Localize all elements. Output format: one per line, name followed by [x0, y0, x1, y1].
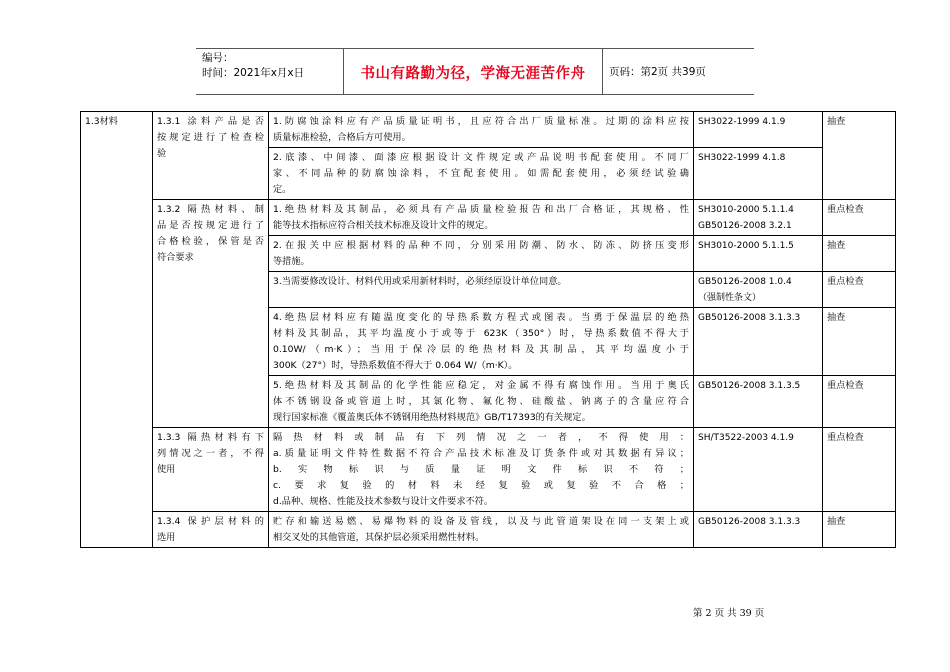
requirement-cell: [269, 376, 694, 428]
method-cell: [823, 200, 896, 236]
text-line: 3.当需要修改设计、材料代用或采用新材料时，必须经原设计单位同意。: [273, 276, 567, 287]
header-divider: [602, 49, 603, 94]
method-cell: [823, 376, 896, 428]
check-item-cell: [153, 112, 269, 200]
method-label: 抽查: [827, 312, 846, 323]
category-label: 1.3材料: [85, 116, 118, 127]
doc-date-label: 时间：2021年x月x日: [202, 67, 305, 79]
method-label: 重点检查: [827, 380, 864, 391]
inspection-table: [80, 111, 896, 548]
text-line: 等措施。: [273, 256, 310, 267]
method-label: 抽查: [827, 516, 846, 527]
check-item-cell: [153, 512, 269, 548]
standard-cell: [694, 112, 823, 148]
method-cell: [823, 236, 896, 272]
text-line: 1.3.2 隔热材料、制: [157, 204, 264, 215]
requirement-cell: [269, 428, 694, 512]
table-row: [81, 428, 896, 512]
requirement-cell: [269, 308, 694, 376]
check-item-cell: [153, 428, 269, 512]
standard-ref: SH3022-1999 4.1.9: [698, 117, 786, 127]
text-line: b.实物标识与质量证明文件标识不符；: [273, 464, 689, 475]
method-cell: [823, 428, 896, 512]
text-line: 符合要求: [157, 252, 194, 263]
standard-cell: [694, 512, 823, 548]
table-row: [81, 200, 896, 236]
standard-cell: [694, 272, 823, 308]
method-cell: [823, 308, 896, 376]
standard-cell: [694, 200, 823, 236]
text-line: 选用: [157, 532, 176, 543]
text-line: 1.绝热材料及其制品，必须具有产品质量检验报告和出厂合格证，其规格、性: [273, 204, 689, 215]
standard-ref: （强制性条文）: [698, 293, 762, 303]
standard-cell: [694, 236, 823, 272]
text-line: 质量标准检验，合格后方可使用。: [273, 132, 411, 143]
standard-ref: GB50126-2008 3.1.3.3: [698, 313, 801, 323]
text-line: 列情况之一者，不得: [157, 448, 264, 459]
text-line: c.要求复验的材料未经复验或复验不合格；: [273, 480, 689, 491]
text-line: 2.底漆、中间漆、面漆应根据设计文件规定或产品说明书配套使用。不同厂: [273, 152, 689, 163]
requirement-cell: [269, 112, 694, 148]
text-line: 现行国家标准《覆盖奥氏体不锈钢用绝热材料规范》GB/T17393的有关规定。: [273, 412, 591, 423]
category-cell: [81, 112, 153, 548]
text-line: 按规定进行了检查检: [157, 132, 264, 143]
method-cell: [823, 272, 896, 308]
standard-cell: [694, 428, 823, 512]
text-line: 体不锈钢设备或管道上时，其氯化物、氟化物、硅酸盐、钠离子的含量应符合: [273, 396, 689, 407]
header-meta: [202, 51, 304, 81]
requirement-cell: [269, 148, 694, 200]
standard-ref: GB50126-2008 3.2.1: [698, 221, 792, 231]
text-line: 家、不同品种的防腐蚀涂料，不宜配套使用。如需配套使用，必须经试验确: [273, 168, 689, 179]
method-label: 重点检查: [827, 204, 864, 215]
header-motto: 书山有路勤为径，学海无涯苦作舟: [360, 66, 586, 82]
standard-cell: [694, 308, 823, 376]
method-label: 重点检查: [827, 432, 864, 443]
text-line: 0.10W/（m·K）；当用于保冷层的绝热材料及其制品，其平均温度小于: [273, 344, 689, 355]
text-line: 1.3.1 涂料产品是否: [157, 116, 264, 127]
text-line: 验: [157, 148, 167, 159]
method-cell: [823, 512, 896, 548]
text-line: 合格检验，保管是否: [157, 236, 264, 247]
requirement-cell: [269, 236, 694, 272]
standard-ref: GB50126-2008 3.1.3.5: [698, 381, 801, 391]
requirement-cell: [269, 272, 694, 308]
text-line: 贮存和输送易燃、易爆物料的设备及管线，以及与此管道架设在同一支架上或: [273, 516, 689, 527]
text-line: 4.绝热层材料应有随温度变化的导热系数方程式或图表。当勇于保温层的绝热: [273, 312, 689, 323]
requirement-cell: [269, 512, 694, 548]
method-cell: [823, 112, 896, 200]
text-line: 1.3.4 保护层材料的: [157, 516, 264, 527]
standard-ref: SH3010-2000 5.1.1.5: [698, 241, 794, 251]
text-line: 品是否按规定进行了: [157, 220, 264, 231]
method-label: 重点检查: [827, 276, 864, 287]
text-line: 使用: [157, 464, 176, 475]
text-line: 能等技术指标应符合相关技术标准及设计文件的规定。: [273, 220, 494, 231]
text-line: 1.防腐蚀涂料应有产品质量证明书，且应符合出厂质量标准。过期的涂料应按: [273, 116, 689, 127]
standard-cell: [694, 376, 823, 428]
text-line: 2.在报关中应根据材料的品种不同，分别采用防潮、防水、防冻、防挤压变形: [273, 240, 689, 251]
standard-ref: SH/T3522-2003 4.1.9: [698, 433, 794, 443]
standard-ref: SH3010-2000 5.1.1.4: [698, 205, 794, 215]
text-line: d.品种、规格、性能及技术参数与设计文件要求不符。: [273, 496, 494, 507]
check-item-cell: [153, 200, 269, 428]
doc-number-label: 编号：: [202, 52, 234, 64]
standard-ref: GB50126-2008 1.0.4: [698, 277, 792, 287]
text-line: 相交叉处的其他管道，其保护层必须采用燃性材料。: [273, 532, 485, 543]
page-header: [196, 48, 754, 95]
page-footer: 第 2 页 共 39 页: [693, 608, 765, 619]
text-line: 隔热材料或制品有下列情况之一者，不得使用：: [273, 432, 689, 443]
text-line: 300K（27°）时，导热系数值不得大于 0.064 W/（m·K）。: [273, 360, 518, 371]
text-line: 1.3.3 隔热材料有下: [157, 432, 264, 443]
text-line: 材料及其制品，其平均温度小于或等于 623K（350°）时，导热系数值不得大于: [273, 328, 689, 339]
header-page-number: 页码：第2页 共39页: [609, 66, 706, 78]
standard-ref: GB50126-2008 3.1.3.3: [698, 517, 801, 527]
table-row: [81, 512, 896, 548]
text-line: 定。: [273, 184, 292, 195]
standard-cell: [694, 148, 823, 200]
method-label: 抽查: [827, 240, 846, 251]
table-row: [81, 112, 896, 148]
standard-ref: SH3022-1999 4.1.8: [698, 153, 786, 163]
requirement-cell: [269, 200, 694, 236]
method-label: 抽查: [827, 116, 846, 127]
text-line: a.质量证明文件特性数据不符合产品技术标准及订货条件或对其数据有异议；: [273, 448, 689, 459]
text-line: 5.绝热材料及其制品的化学性能应稳定，对金属不得有腐蚀作用。当用于奥氏: [273, 380, 689, 391]
